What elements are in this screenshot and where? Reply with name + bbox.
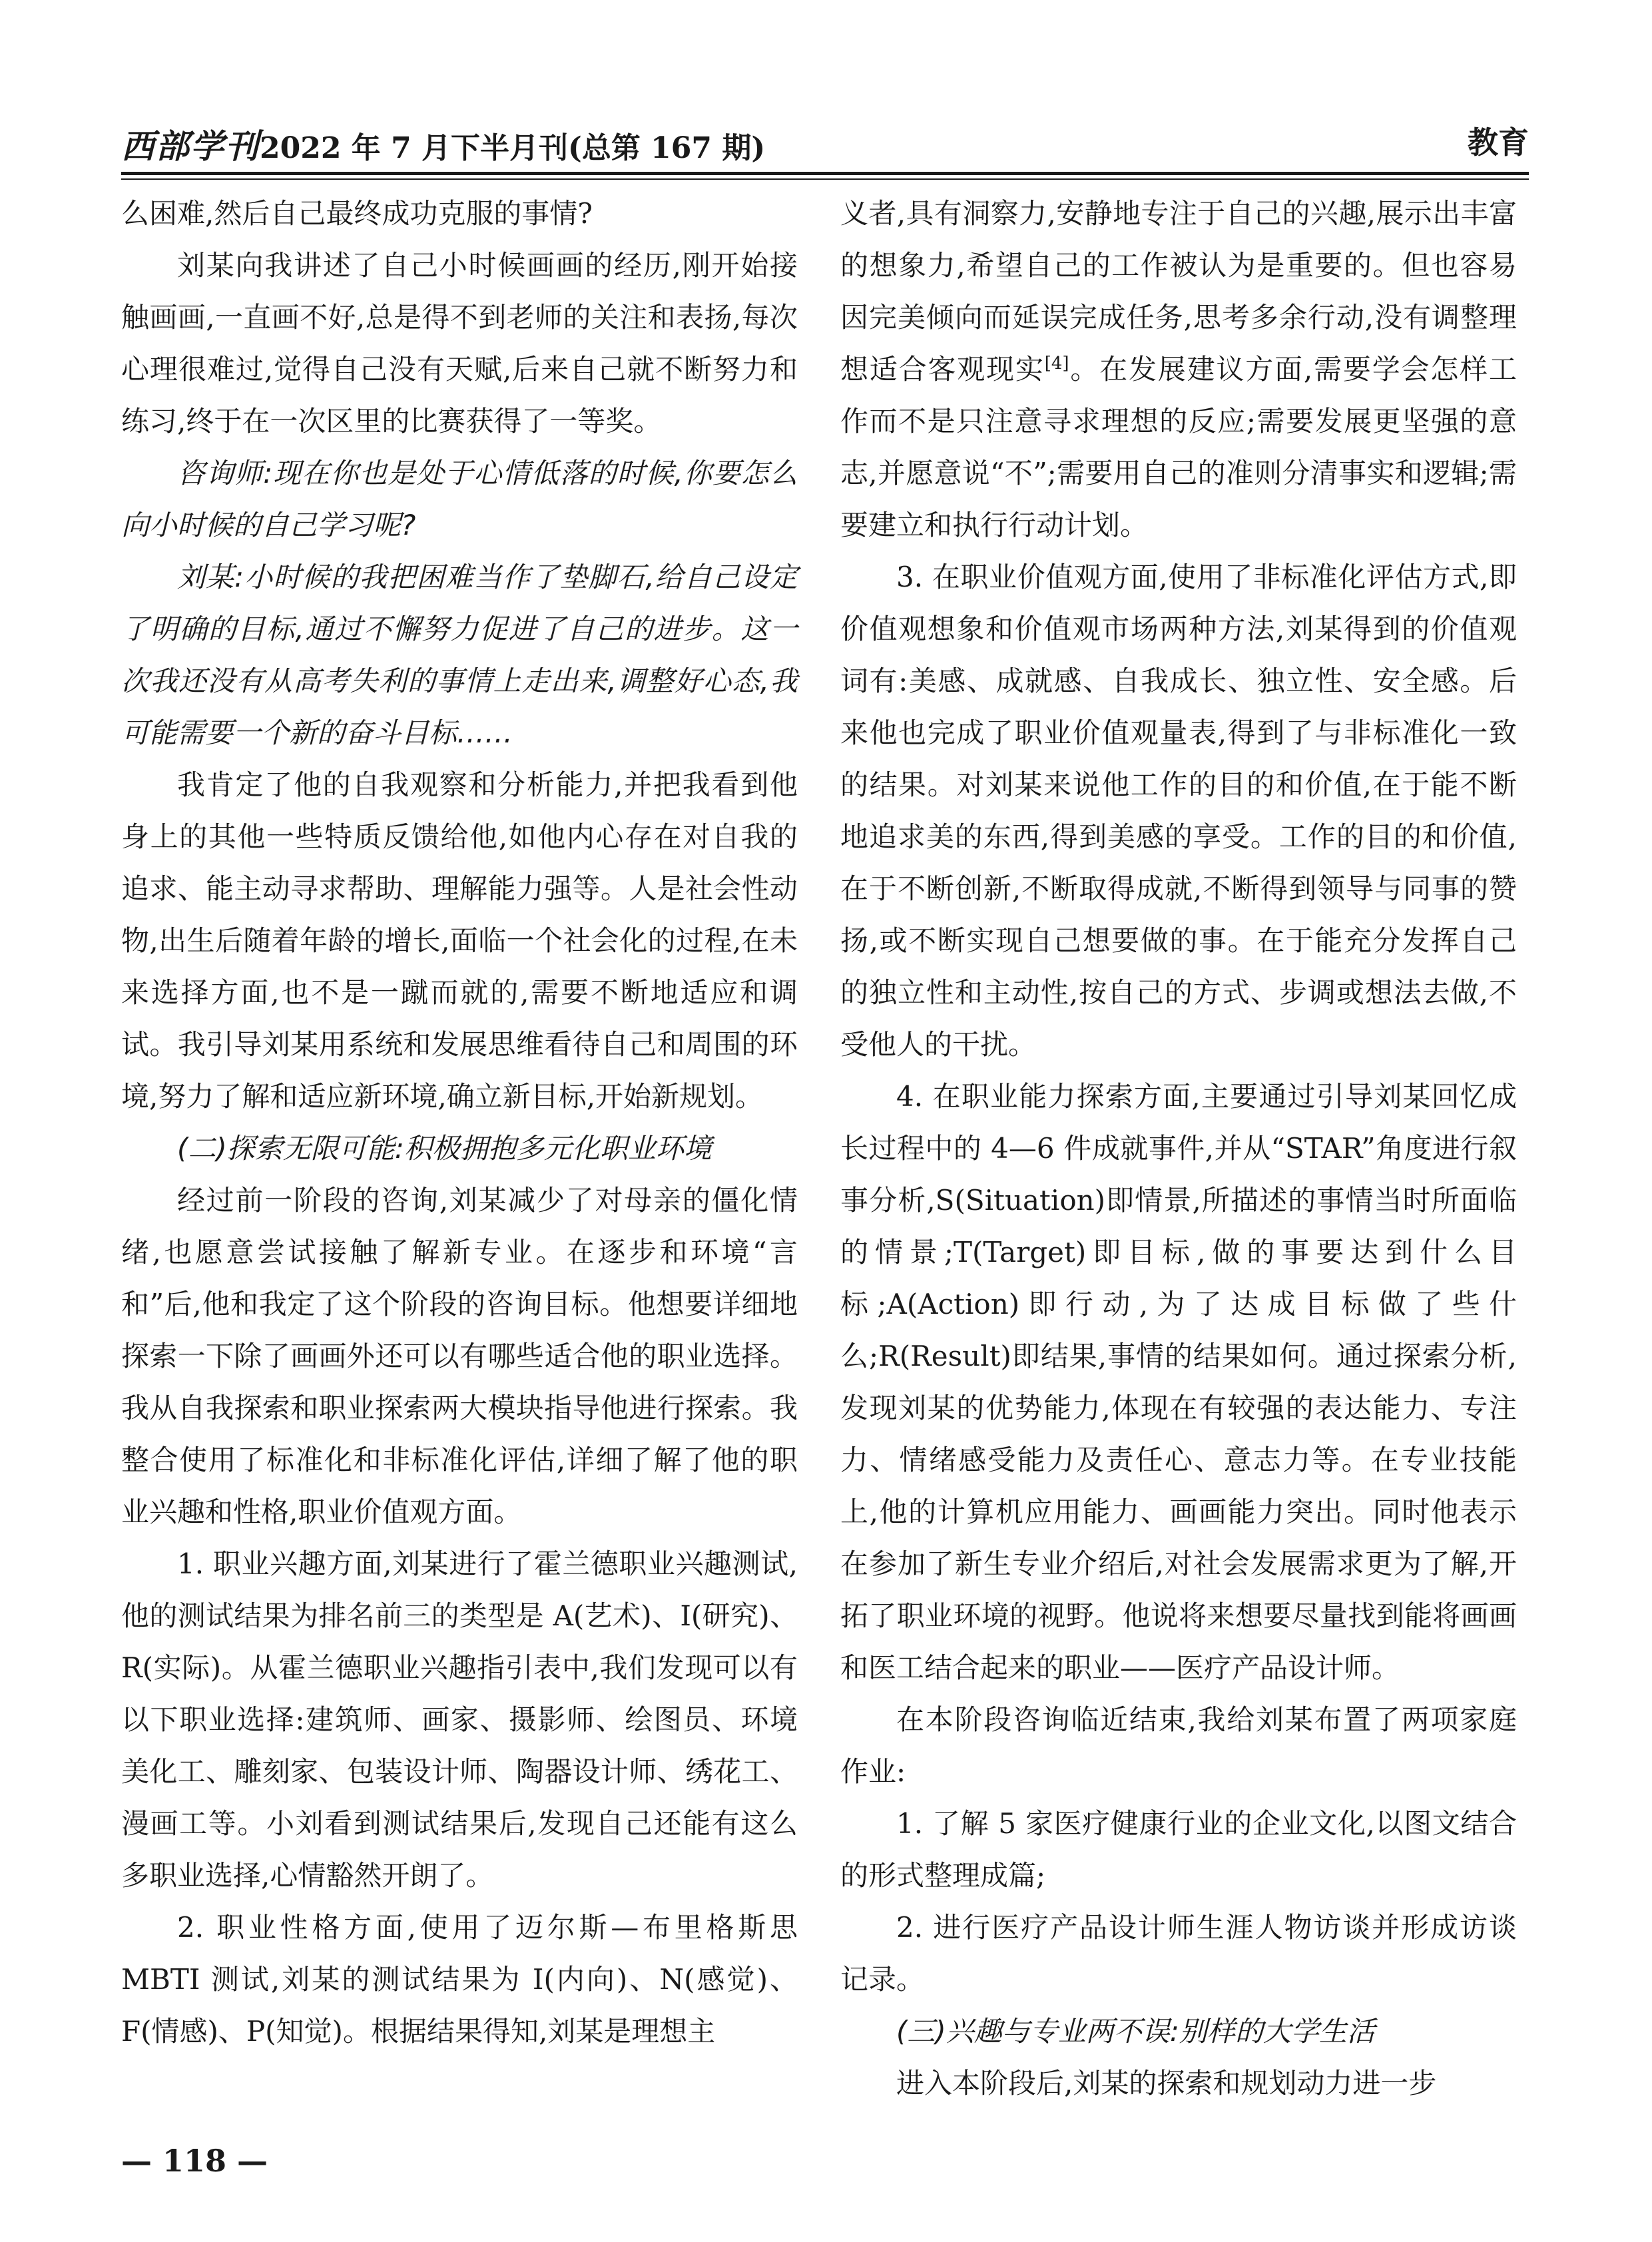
citation-ref: [4] [1044,354,1069,374]
dialogue-counselor: 咨询师:现在你也是处于心情低落的时候,你要怎么向小时候的自己学习呢? [121,457,798,541]
paragraph: 进入本阶段后,刘某的探索和规划动力进一步 [896,2067,1437,2100]
paragraph: 刘某向我讲述了自己小时候画画的经历,刚开始接触画画,一直画不好,总是得不到老师的关注和表扬,每次心理很难过,觉得自己没有天赋,后来自己就不断努力和练习,终于在一次区里的比赛获得了一等奖。 [121,249,798,437]
list-item: 2. 进行医疗产品设计师生涯人物访谈并形成访谈记录。 [840,1911,1517,1996]
paragraph: 1. 职业兴趣方面,刘某进行了霍兰德职业兴趣测试,他的测试结果为排名前三的类型是 A(艺术)、I(研究)、R(实际)。从霍兰德职业兴趣指引表中,我们发现可以有以下职业选择:建筑师、画家、摄影师、绘图员、环境美化工、雕刻家、包装设计师、陶器设计师、绣花工、漫画工等。小刘看到测试结果后,发现自己还能有这么多职业选择,心情豁然开朗了。 [121,1547,798,1892]
paragraph: 经过前一阶段的咨询,刘某减少了对母亲的僵化情绪,也愿意尝试接触了解新专业。在逐步和环境“言和”后,他和我定了这个阶段的咨询目标。他想要详细地探索一下除了画画外还可以有哪些适合他的职业选择。我从自我探索和职业探索两大模块指导他进行探索。我整合使用了标准化和非标准化评估,详细了解了他的职业兴趣和性格,职业价值观方面。 [121,1184,798,1528]
journal-title [121,120,765,168]
text-span: 。在发展建议方面,需要学会怎样工作而不是只注意寻求理想的反应;需要发展更坚强的意志,并愿意说“不”;需要用自己的准则分清事实和逻辑;需要建立和执行行动计划。 [840,353,1517,541]
subsection-heading: (三)兴趣与专业两不误:别样的大学生活 [896,2015,1375,2048]
paragraph: 我肯定了他的自我观察和分析能力,并把我看到他身上的其他一些特质反馈给他,如他内心存在对自我的追求、能主动寻求帮助、理解能力强等。人是社会性动物,出生后随着年龄的增长,面临一个社会化的过程,在未来选择方面,也不是一蹴而就的,需要不断地适应和调试。我引导刘某用系统和发展思维看待自己和周围的环境,努力了解和适应新环境,确立新目标,开始新规划。 [121,768,798,1113]
running-header [121,112,1529,165]
section-label: 教育 [1468,125,1529,160]
page-number: — 118 — [121,2143,268,2179]
dialogue-client: 刘某:小时候的我把困难当作了垫脚石,给自己设定了明确的目标,通过不懈努力促进了自己的进步。这一次我还没有从高考失利的事情上走出来,调整好心态,我可能需要一个新的奋斗目标…… [121,561,798,749]
journal-logo: 西部学刊 [121,127,260,166]
paragraph: 么困难,然后自己最终成功克服的事情? [121,197,593,230]
right-column [840,188,1517,2109]
text-span: 义者,具有洞察力,安静地专注于自己的兴趣,展示出丰富的想象力,希望自己的工作被认为是重要的。但也容易因完美倾向而延误完成任务,思考多余行动,没有调整理想适合客观现实 [840,197,1517,386]
header-rule-thick [121,172,1529,175]
paragraph: 在本阶段咨询临近结束,我给刘某布置了两项家庭作业: [840,1703,1517,1788]
issue-info: 2022 年 7 月下半月刊(总第 167 期) [260,131,766,165]
paragraph: 4. 在职业能力探索方面,主要通过引导刘某回忆成长过程中的 4—6 件成就事件,并从“STAR”角度进行叙事分析,S(Situation)即情景,所描述的事情当时所面临的情景;T(Target)即目标,做的事要达到什么目标;A(Action)即行动,为了达成目标做了些什么;R(Result)即结果,事情的结果如何。通过探索分析,发现刘某的优势能力,体现在有较强的表达能力、专注力、情绪感受能力及责任心、意志力等。在专业技能上,他的计算机应用能力、画画能力突出。同时他表示在参加了新生专业介绍后,对社会发展需求更为了解,开拓了职业环境的视野。他说将来想要尽量找到能将画画和医工结合起来的职业——医疗产品设计师。 [840,1080,1517,1684]
paragraph: 2. 职业性格方面,使用了迈尔斯—布里格斯思 MBTI 测试,刘某的测试结果为 I(内向)、N(感觉)、F(情感)、P(知觉)。根据结果得知,刘某是理想主 [121,1911,798,2048]
paragraph: 3. 在职业价值观方面,使用了非标准化评估方式,即价值观想象和价值观市场两种方法,刘某得到的价值观词有:美感、成就感、自我成长、独立性、安全感。后来他也完成了职业价值观量表,得到了与非标准化一致的结果。对刘某来说他工作的目的和价值,在于能不断地追求美的东西,得到美感的享受。工作的目的和价值,在于不断创新,不断取得成就,不断得到领导与同事的赞扬,或不断实现自己想要做的事。在于能充分发挥自己的独立性和主动性,按自己的方式、步调或想法去做,不受他人的干扰。 [840,561,1517,1061]
list-item: 1. 了解 5 家医疗健康行业的企业文化,以图文结合的形式整理成篇; [840,1807,1517,1892]
subsection-heading: (二)探索无限可能:积极拥抱多元化职业环境 [177,1132,712,1165]
left-column [121,188,798,2058]
header-rule-thin [121,178,1529,180]
paragraph [840,188,1517,551]
